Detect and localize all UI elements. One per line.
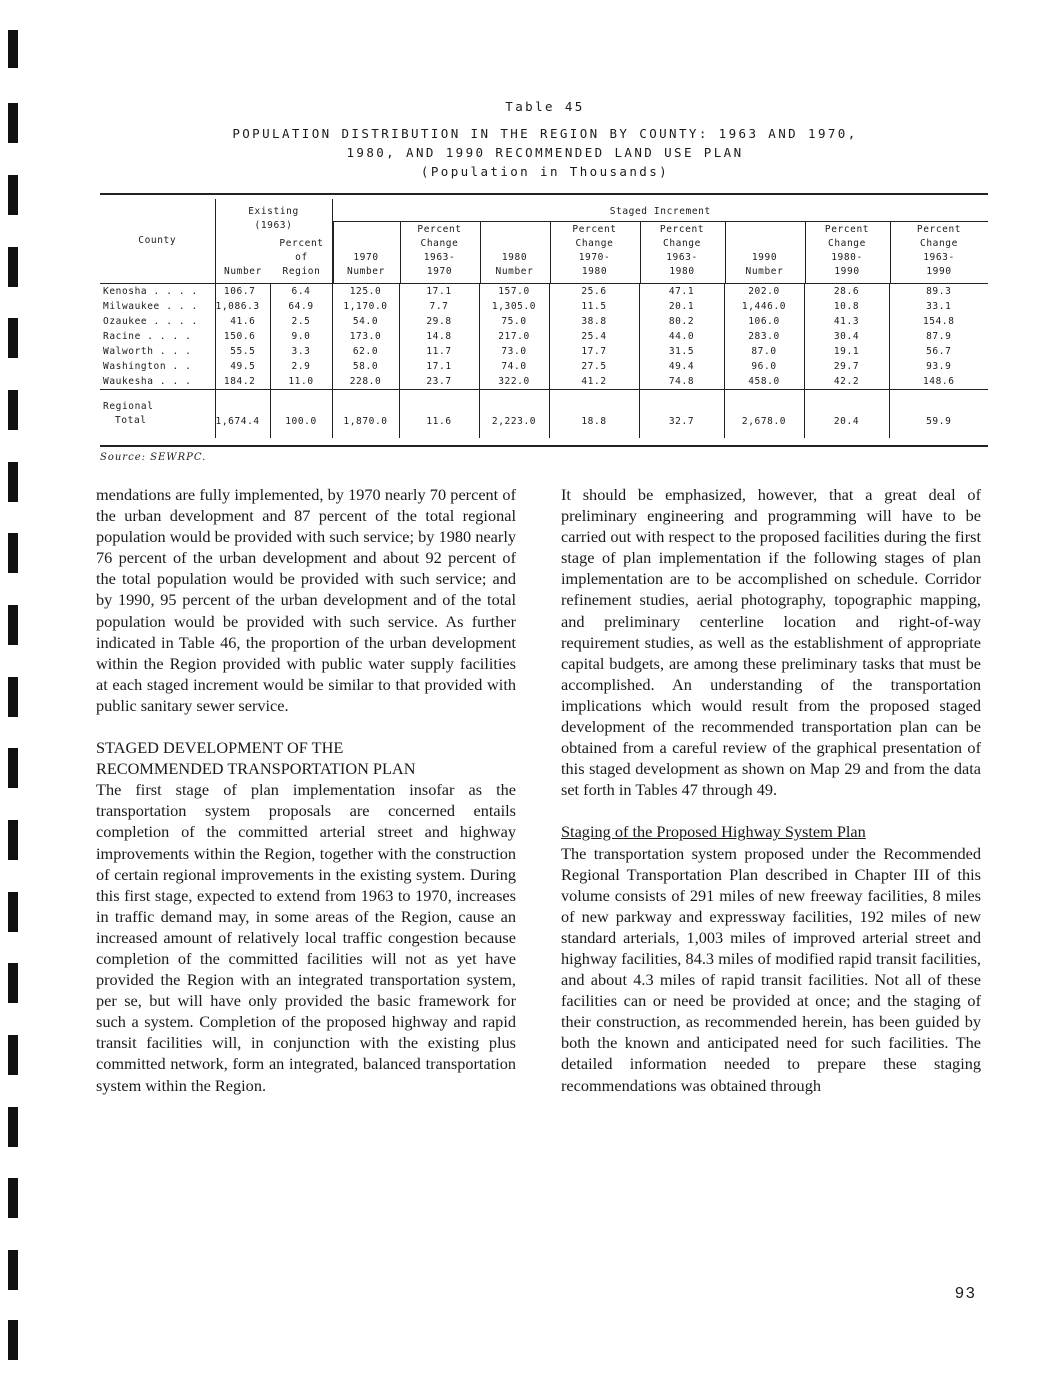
county-cell: Washington . . [103, 361, 192, 372]
table-row [100, 374, 988, 390]
column-header: Percent [916, 224, 962, 235]
column-header: Percent [279, 238, 324, 249]
data-cell: 458.0 [724, 374, 804, 390]
data-cell: 125.0 [332, 284, 399, 300]
section-heading-line: STAGED DEVELOPMENT OF THE [96, 738, 344, 758]
county-cell: Walworth . . . [103, 346, 192, 357]
data-cell: 33.1 [889, 299, 988, 314]
column-header: Number [224, 266, 262, 277]
binding-mark [8, 30, 18, 68]
binding-mark [8, 1178, 18, 1218]
body-paragraph: The first stage of plan implementation insofar as the transportation system proposals are concerned entails completion of the committed arterial street and highway improvements within the Region, together with the construction of certain regional improvements in the existing system. During this first stage, expected to extend from 1963 to 1970, increases in traffic demand may, in some areas of the Region, cause an increased amount of relatively local traffic congestion because completion of the committed facilities will not as yet have provided the Region with an integrated transportation system, per se, but will have only provided the basic framework for such a system. Completion of the proposed highway and rapid transit facilities will, in conjunction with the existing plus committed network, form an integrated, balanced transportation system within the Region. [96, 780, 516, 1095]
binding-mark [8, 247, 18, 287]
data-cell: 31.5 [639, 344, 724, 359]
column-header: 1970 [426, 266, 453, 277]
data-cell: 75.0 [479, 314, 549, 329]
existing-group-label: (1963) [254, 220, 293, 231]
data-cell: 28.6 [804, 284, 889, 300]
binding-mark [8, 533, 18, 573]
data-cell: 55.5 [215, 344, 270, 359]
data-cell: 1,446.0 [724, 299, 804, 314]
column-header: 1980 [501, 252, 528, 263]
county-cell: Racine . . . . [103, 331, 192, 342]
existing-header [215, 199, 332, 284]
data-cell: 17.1 [399, 284, 479, 300]
data-cell: 150.6 [215, 329, 270, 344]
column-header: 1963- [923, 252, 955, 263]
table-row [100, 359, 988, 374]
total-cell: 18.8 [549, 390, 639, 439]
data-cell: 29.7 [804, 359, 889, 374]
data-cell: 6.4 [270, 284, 332, 300]
staged-header [332, 199, 988, 284]
binding-mark [8, 1320, 18, 1360]
data-cell: 25.6 [549, 284, 639, 300]
data-cell: 106.0 [724, 314, 804, 329]
column-header: 1990 [751, 252, 778, 263]
data-cell: 56.7 [889, 344, 988, 359]
data-cell: 62.0 [332, 344, 399, 359]
binding-mark [8, 175, 18, 215]
binding-mark [8, 103, 18, 143]
data-cell: 54.0 [332, 314, 399, 329]
data-cell: 41.3 [804, 314, 889, 329]
column-header: Percent [824, 224, 870, 235]
total-cell: 2,223.0 [479, 390, 549, 439]
column-header: Percent [572, 224, 617, 235]
column-header: 1980 [669, 266, 695, 277]
data-cell: 228.0 [332, 374, 399, 390]
existing-group-label: Existing [248, 206, 299, 217]
table-title-line: (Population in Thousands) [420, 164, 670, 179]
county-cell: Ozaukee . . . . [103, 316, 198, 327]
table-source-note: Source: SEWRPC. [100, 452, 207, 463]
binding-mark [8, 1035, 18, 1075]
data-cell: 202.0 [724, 284, 804, 300]
data-cell: 25.4 [549, 329, 639, 344]
column-header: Percent [417, 224, 462, 235]
column-header: Change [920, 238, 958, 249]
binding-mark [8, 748, 18, 788]
data-cell: 29.8 [399, 314, 479, 329]
column-header: Number [745, 266, 784, 277]
data-cell: 73.0 [479, 344, 549, 359]
table-header-row [100, 199, 988, 284]
data-cell: 87.9 [889, 329, 988, 344]
column-header: 1990 [834, 266, 860, 277]
data-cell: 157.0 [479, 284, 549, 300]
population-table [100, 199, 988, 438]
column-header: 1963- [666, 252, 698, 263]
data-cell: 23.7 [399, 374, 479, 390]
county-header: County [100, 199, 215, 284]
data-cell: 17.1 [399, 359, 479, 374]
total-label-line: Regional [103, 401, 154, 412]
total-cell: 32.7 [639, 390, 724, 439]
binding-mark [8, 318, 18, 358]
table-heading [100, 97, 990, 181]
data-cell: 89.3 [889, 284, 988, 300]
data-cell: 42.2 [804, 374, 889, 390]
data-cell: 9.0 [270, 329, 332, 344]
body-paragraph: mendations are fully implemented, by 1970 nearly 70 percent of the urban development and 87 percent of the total regional population would be provided with such service; by 1980 nearly 76 percent of the urban development and about 92 percent of the total population would be provided with such service; and by 1990, 95 percent of the urban development and of the total population would be provided with such service. As further indicated in Table 46, the proportion of the urban development within the Region provided with public water supply facilities at each staged increment would be similar to that provided with public sanitary sewer service. [96, 485, 516, 715]
body-paragraph: It should be emphasized, however, that a great deal of preliminary engineering and programming will have to be carried out with respect to the proposed facilities during the first stage of plan implementation if the following stages of plan implementation are to be accomplished on schedule. Corridor refinement studies, aerial photography, topographic mapping, and preliminary centerline location and right-of-way requirement studies, as well as the establishment of appropriate capital budgets, are among these preliminary tasks that must be accomplished. An understanding of the transportation implications which would result from the proposed staged development of the recommended transportation plan can be obtained from a careful review of the graphical presentation of this staged development as shown on Map 29 and from the data set forth in Tables 47 through 49. [561, 485, 981, 800]
column-header: of [295, 252, 308, 263]
county-cell: Kenosha . . . . [103, 286, 198, 297]
data-cell: 19.1 [804, 344, 889, 359]
binding-mark [8, 462, 18, 502]
total-cell: 1,674.4 [215, 390, 270, 439]
table-row [100, 344, 988, 359]
data-cell: 74.8 [639, 374, 724, 390]
total-cell: 11.6 [399, 390, 479, 439]
column-header: Number [347, 266, 385, 277]
subsection-heading-text: Staging of the Proposed Highway System Plan [561, 822, 866, 842]
column-header: 1980- [831, 252, 863, 263]
total-label-line: Total [115, 415, 147, 426]
column-header: 1980 [581, 266, 608, 277]
table-top-rule [100, 193, 988, 195]
data-cell: 11.5 [549, 299, 639, 314]
data-cell: 173.0 [332, 329, 399, 344]
data-cell: 1,305.0 [479, 299, 549, 314]
county-cell: Milwaukee . . . [103, 301, 198, 312]
column-header: Change [828, 238, 866, 249]
data-cell: 148.6 [889, 374, 988, 390]
column-header: 1970- [578, 252, 611, 263]
data-cell: 17.7 [549, 344, 639, 359]
data-cell: 74.0 [479, 359, 549, 374]
column-header: 1990 [926, 266, 952, 277]
body-paragraph: The transportation system proposed under the Recommended Regional Transportation Plan described in Chapter III of this volume consists of 291 miles of new freeway facilities, 8 miles of new parkway and expressway facilities, 192 miles of new standard arterials, 1,003 miles of improved arterial street and highway facilities, 84.3 miles of modified rapid transit facilities, and about 4.3 miles of rapid transit facilities. Not all of these facilities can or need be provided at once; and the staging of their construction, as recommended herein, has been guided by both the known and anticipated need for such facilities. The detailed information needed to prepare these staging recommendations was obtained through [561, 843, 981, 1095]
binding-mark [8, 605, 18, 645]
data-cell: 27.5 [549, 359, 639, 374]
data-cell: 41.6 [215, 314, 270, 329]
binding-mark [8, 820, 18, 860]
data-cell: 64.9 [270, 299, 332, 314]
table-number: Table 45 [505, 99, 585, 114]
column-header: Number [495, 266, 534, 277]
data-cell: 11.7 [399, 344, 479, 359]
data-cell: 2.5 [270, 314, 332, 329]
total-cell: 1,870.0 [332, 390, 399, 439]
table-row [100, 284, 988, 300]
binding-mark [8, 1250, 18, 1290]
table-row [100, 314, 988, 329]
data-cell: 283.0 [724, 329, 804, 344]
data-cell: 30.4 [804, 329, 889, 344]
table-row [100, 299, 988, 314]
right-column [561, 484, 981, 1096]
county-cell: Waukesha . . . [103, 376, 192, 387]
total-cell: 20.4 [804, 390, 889, 439]
data-cell: 1,170.0 [332, 299, 399, 314]
table-bottom-rule [100, 445, 988, 447]
data-cell: 2.9 [270, 359, 332, 374]
data-cell: 14.8 [399, 329, 479, 344]
data-cell: 93.9 [889, 359, 988, 374]
column-header: Region [282, 266, 321, 277]
data-cell: 154.8 [889, 314, 988, 329]
data-cell: 11.0 [270, 374, 332, 390]
data-cell: 106.7 [215, 284, 270, 300]
data-cell: 87.0 [724, 344, 804, 359]
data-cell: 96.0 [724, 359, 804, 374]
page-number: 93 [955, 1285, 977, 1302]
binding-mark [8, 390, 18, 430]
data-cell: 47.1 [639, 284, 724, 300]
column-header: 1970 [353, 252, 379, 263]
total-cell: 100.0 [270, 390, 332, 439]
total-cell: 59.9 [889, 390, 988, 439]
table-total-row [100, 390, 988, 439]
section-heading [96, 737, 516, 779]
data-cell: 20.1 [639, 299, 724, 314]
left-column [96, 484, 516, 1096]
staged-group-label: Staged Increment [609, 206, 711, 217]
data-cell: 49.5 [215, 359, 270, 374]
data-cell: 184.2 [215, 374, 270, 390]
column-header: Change [663, 238, 701, 249]
data-cell: 44.0 [639, 329, 724, 344]
subsection-heading [561, 821, 981, 842]
data-cell: 1,086.3 [215, 299, 270, 314]
data-cell: 49.4 [639, 359, 724, 374]
section-heading-line: RECOMMENDED TRANSPORTATION PLAN [96, 759, 416, 779]
table-title-line: POPULATION DISTRIBUTION IN THE REGION BY COUNTY: 1963 AND 1970, [232, 126, 858, 141]
column-header: 1963- [423, 252, 456, 263]
binding-mark [8, 677, 18, 717]
binding-mark [8, 892, 18, 932]
data-cell: 41.2 [549, 374, 639, 390]
total-label [100, 390, 215, 439]
data-cell: 3.3 [270, 344, 332, 359]
data-cell: 38.8 [549, 314, 639, 329]
binding-mark [8, 963, 18, 1003]
binding-mark [8, 1107, 18, 1147]
data-cell: 80.2 [639, 314, 724, 329]
column-header: Change [575, 238, 614, 249]
column-header: Percent [659, 224, 705, 235]
data-cell: 10.8 [804, 299, 889, 314]
column-header: Change [420, 238, 459, 249]
data-cell: 217.0 [479, 329, 549, 344]
data-cell: 322.0 [479, 374, 549, 390]
table-row [100, 329, 988, 344]
data-cell: 58.0 [332, 359, 399, 374]
data-cell: 7.7 [399, 299, 479, 314]
total-cell: 2,678.0 [724, 390, 804, 439]
table-title-line: 1980, AND 1990 RECOMMENDED LAND USE PLAN [346, 145, 744, 160]
